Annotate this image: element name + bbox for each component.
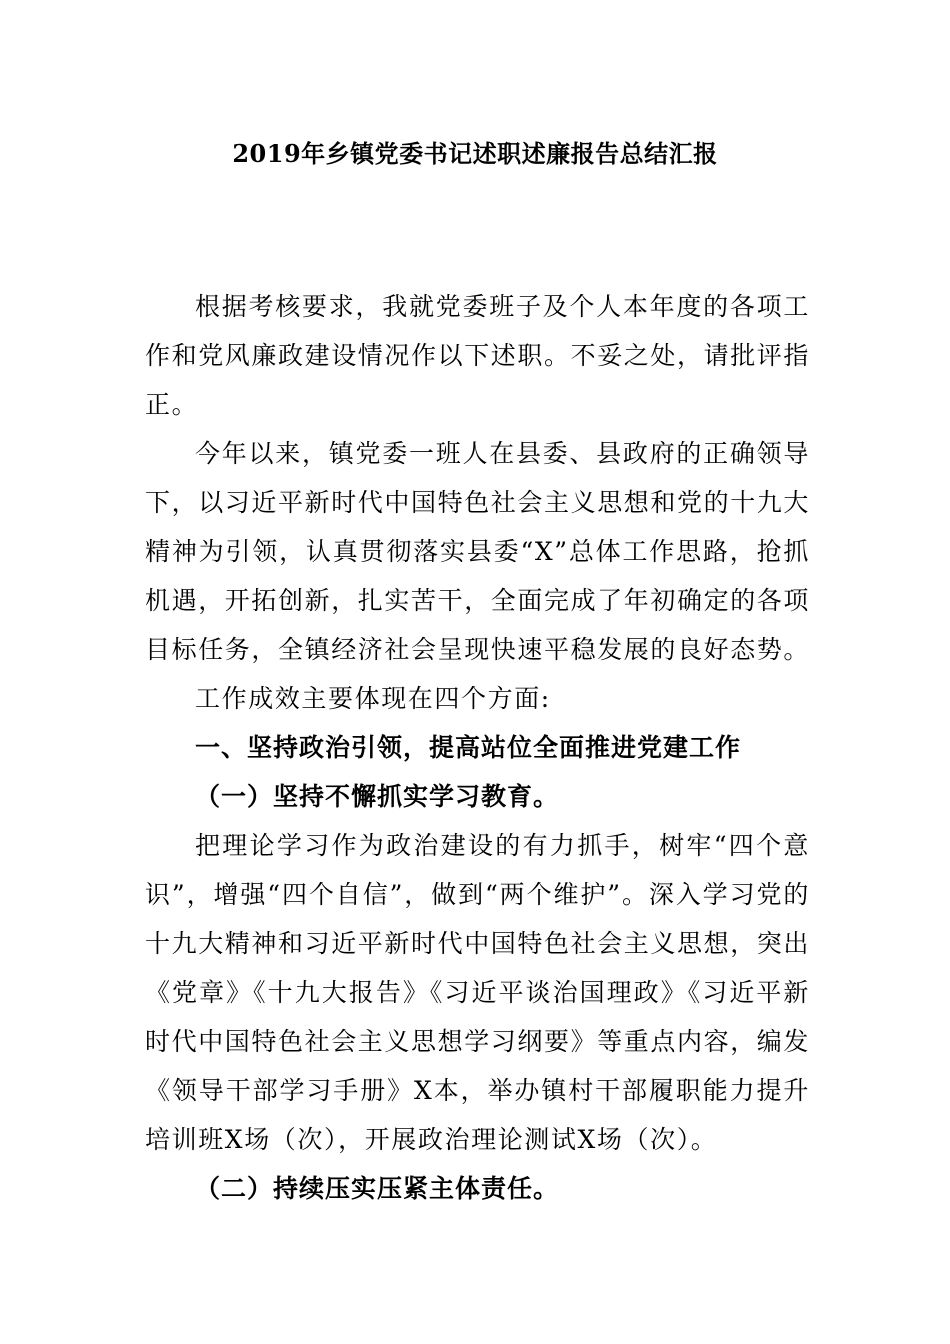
paragraph-intro: 根据考核要求，我就党委班子及个人本年度的各项工作和党风廉政建设情况作以下述职。不妥之处，请批评指正。 xyxy=(145,292,811,419)
paragraph-study: 把理论学习作为政治建设的有力抓手，树牢“四个意识”，增强“四个自信”，做到“两个维护”。深入学习党的十九大精神和习近平新时代中国特色社会主义思想，突出《党章》《十九大报告》《习近平谈治国理政》《习近平新时代中国特色社会主义思想学习纲要》等重点内容，编发《领导干部学习手册》X本，举办镇村干部履职能力提升培训班X场（次），开展政治理论测试X场（次）。 xyxy=(145,831,811,1154)
subsection-heading-1: （一）坚持不懈抓实学习教育。 xyxy=(195,782,560,811)
subsection-heading-2: （二）持续压实压紧主体责任。 xyxy=(195,1174,560,1203)
paragraph-overview: 今年以来，镇党委一班人在县委、县政府的正确领导下，以习近平新时代中国特色社会主义思想和党的十九大精神为引领，认真贯彻落实县委“X”总体工作思路，抢抓机遇，开拓创新，扎实苦干，全面完成了年初确定的各项目标任务，全镇经济社会呈现快速平稳发展的良好态势。 xyxy=(145,439,811,664)
document-body xyxy=(145,282,810,1213)
section-heading-1: 一、坚持政治引领，提高站位全面推进党建工作 xyxy=(195,733,742,762)
document-title: 2019年乡镇党委书记述职述廉报告总结汇报 xyxy=(232,139,718,168)
paragraph-summary-lead: 工作成效主要体现在四个方面: xyxy=(195,684,551,713)
